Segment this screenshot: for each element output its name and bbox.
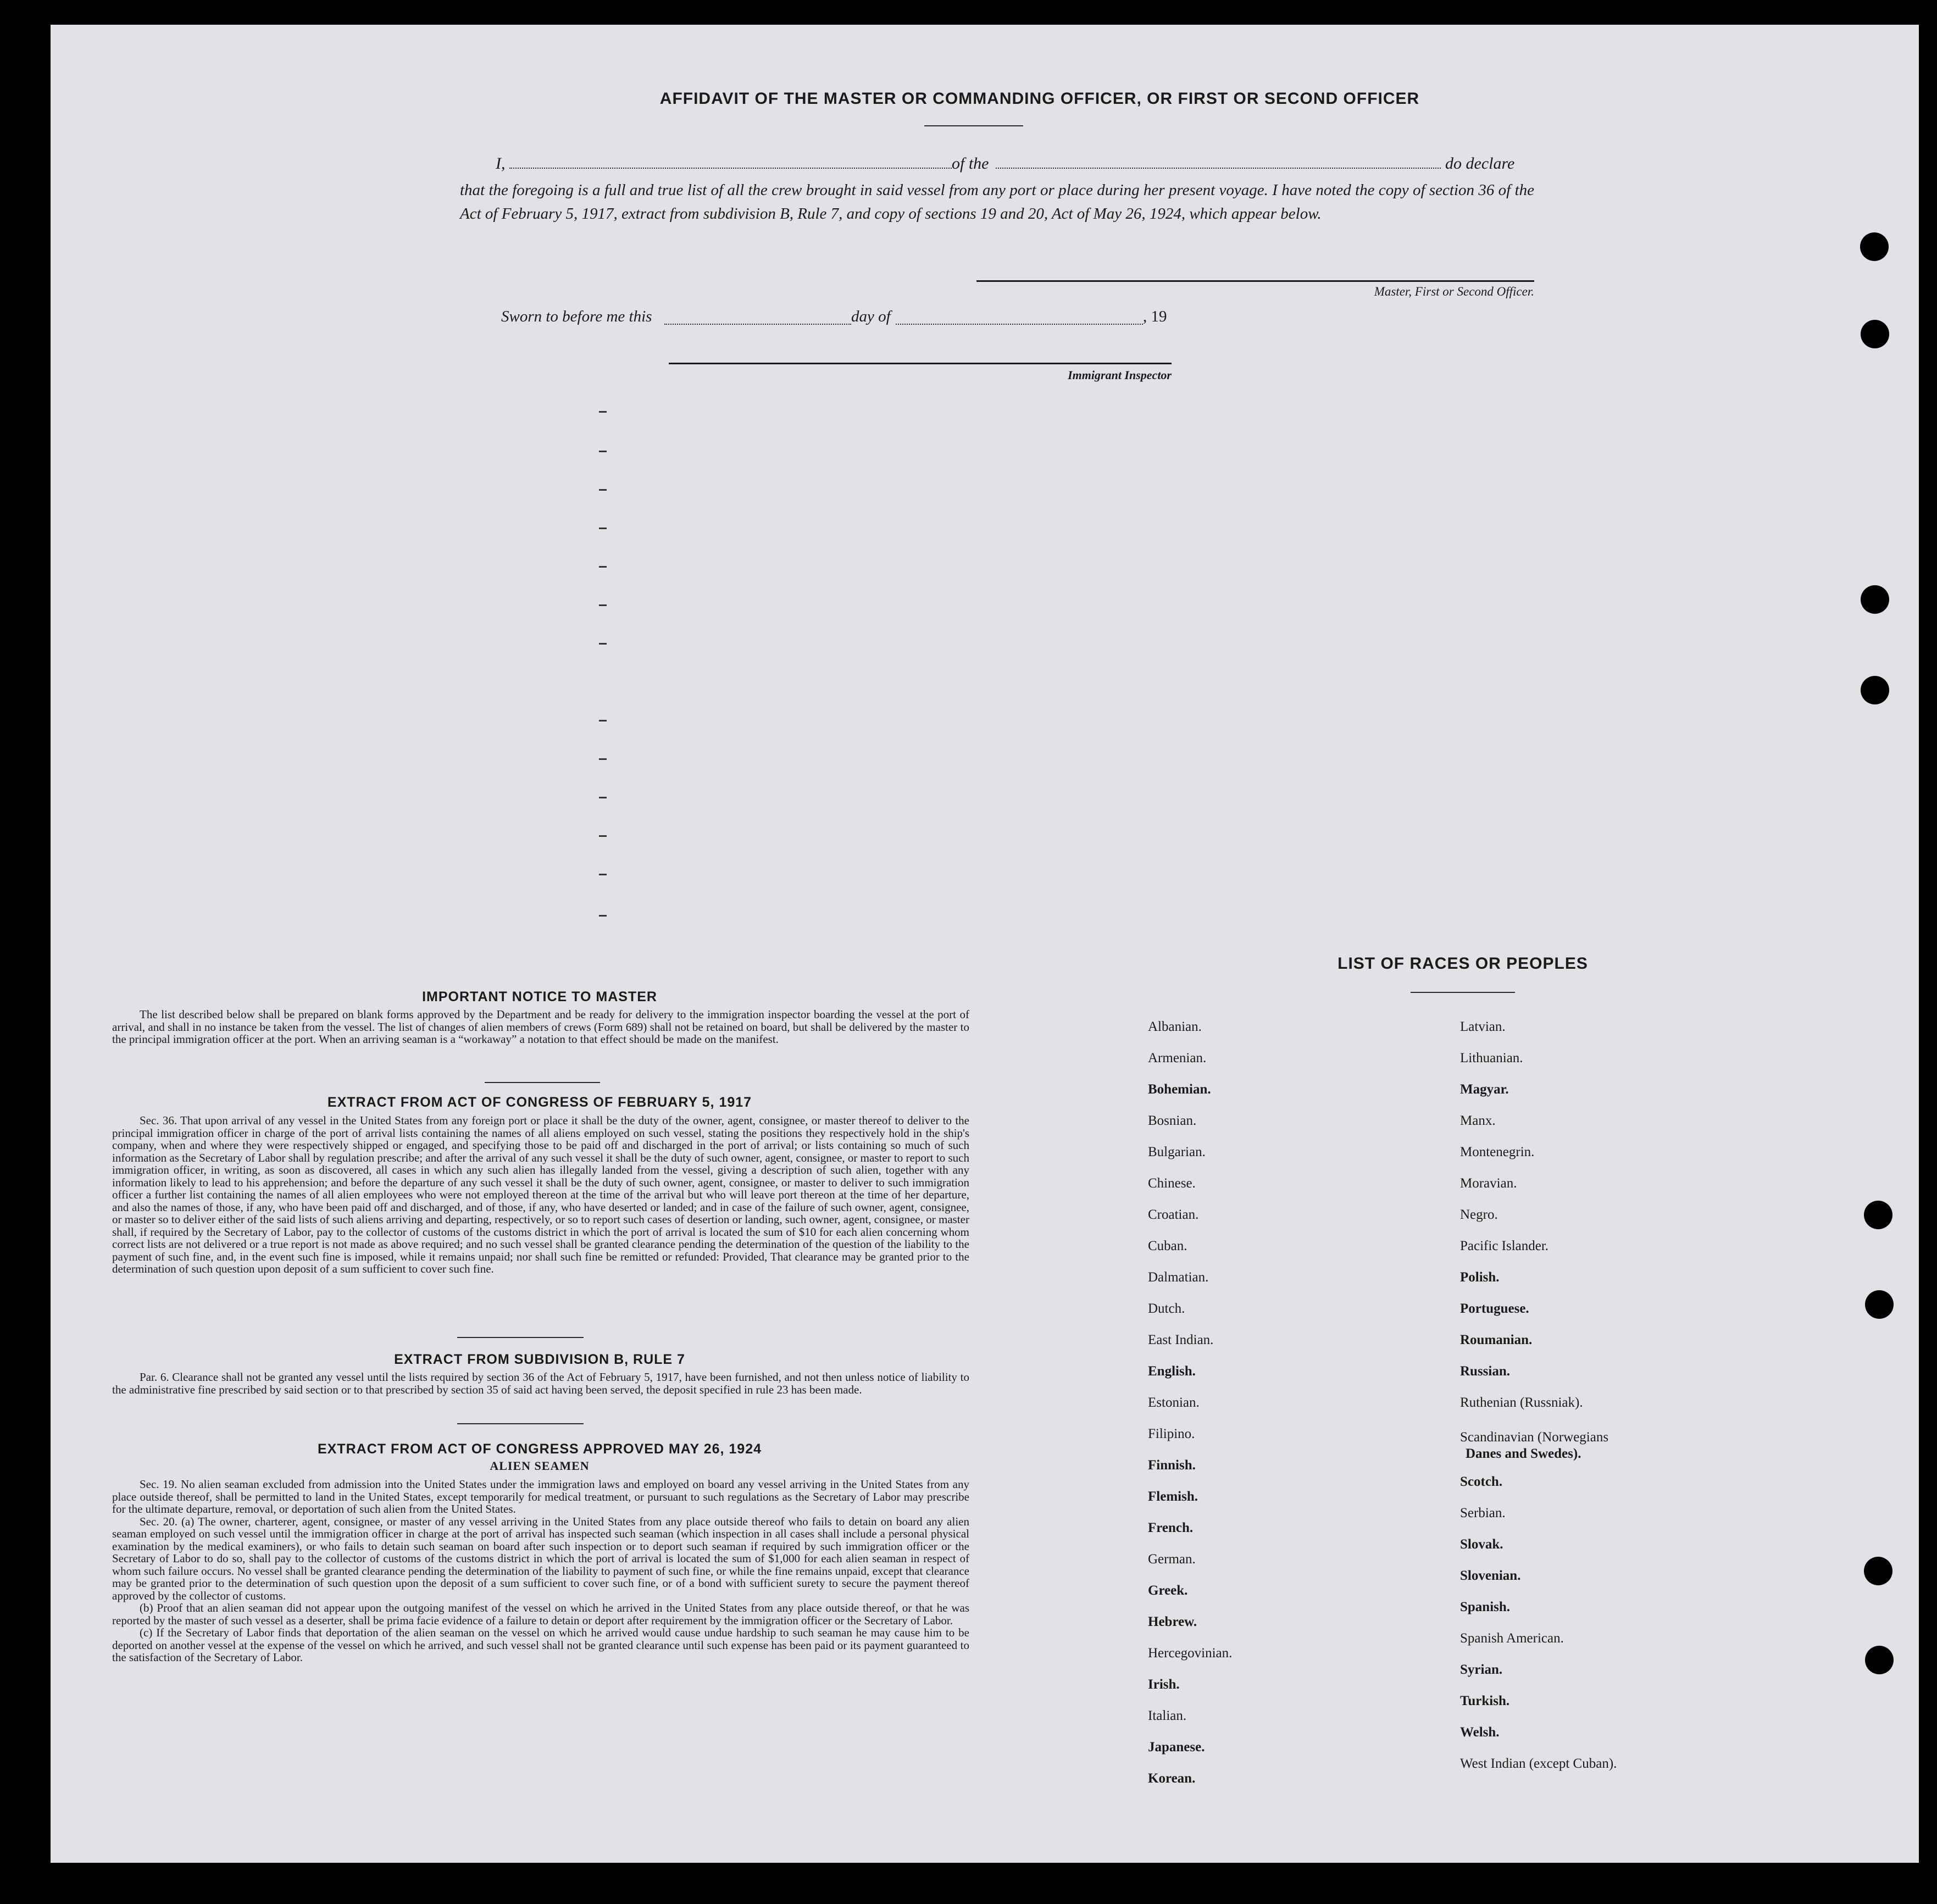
name-line [509,168,952,169]
race-item: Japanese. [1148,1740,1205,1755]
binder-hole [1861,676,1889,704]
par-6-text: Par. 6. Clearance shall not be granted any vessel until the lists required by section 36 of the Act of February 5, 1917, have been furnished, and not then unless notice of liability to the administrative fine prescribed by said section or to that prescribed by section 35 of said act having been served, the deposit specified in rule 23 has been made. [112,1370,969,1396]
race-item: Pacific Islander. [1460,1239,1549,1253]
notice-title: IMPORTANT NOTICE TO MASTER [422,989,657,1004]
rule7-title: EXTRACT FROM SUBDIVISION B, RULE 7 [394,1352,685,1367]
race-item: Spanish. [1460,1600,1511,1614]
race-item: Cuban. [1148,1239,1187,1253]
race-item: Dutch. [1148,1301,1185,1316]
document-page [51,25,1919,1863]
race-item: Negro. [1460,1207,1498,1222]
extract-1917-divider [457,1337,584,1338]
section-20c-text: (c) If the Secretary of Labor finds that deportation of the alien seaman on the vessel on which he arrived would cause undue hardship to such seaman he may cause him to be deported on another vessel at the expense of the vessel on which he arrived, and such vessel shall not be granted clearance until such expense has been paid or its payment guaranteed to the satisfaction of the Secretary of Labor. [112,1626,969,1664]
binder-hole [1865,1646,1894,1674]
rule7-divider [457,1423,584,1424]
race-item: Montenegrin. [1460,1145,1535,1159]
section-20b-text: (b) Proof that an alien seaman did not appear upon the outgoing manifest of the vessel on which he arrived in the United States from any place outside thereof, or that he was reported by the master of such vessel as a deserter, shall be prima facie evidence of a failure to detain or deport after requirement by the immigration officer or the Secretary of Labor. [112,1601,969,1627]
race-item: Hercegovinian. [1148,1646,1233,1661]
race-item: Turkish. [1460,1694,1510,1708]
affidavit-declare-label: do declare [1445,154,1515,173]
binder-hole [1864,1557,1892,1585]
race-item: Irish. [1148,1677,1180,1692]
binder-hole [1861,320,1889,348]
race-item: Italian. [1148,1708,1187,1723]
race-item: Estonian. [1148,1395,1200,1410]
binder-hole [1865,1290,1894,1319]
race-item: Flemish. [1148,1489,1198,1504]
year-label: , 19 [1143,308,1167,325]
race-item: Welsh. [1460,1725,1500,1740]
rule7-body [112,1371,969,1396]
race-item: Albanian. [1148,1019,1202,1034]
races-right-column [1460,1011,1617,1779]
sworn-label: Sworn to before me this [501,308,652,325]
race-item: Greek. [1148,1583,1188,1598]
section-20a-text: Sec. 20. (a) The owner, charterer, agent, consignee, or master of any vessel arriving in the United States from any place outside thereof who fails to detain on board any alien seaman employed on such vessel until the immigration officer in charge at the port of arrival has inspected such seaman (which inspection in all cases shall include a personal physical examination by the medical examiners), or who fails to detain such seaman on board after such inspection or to deport such seaman if required by such immigration officer or the Secretary of Labor to do so, shall pay to the collector of customs of the customs district in which the port of arrival is located the sum of $1,000 for each alien seaman in respect of whom such failure occurs. No vessel shall be granted clearance pending the determination of the liability to payment of such fine, or while the fine remains unpaid, except that clearance may be granted prior to the determination of such question upon the deposit of a sum sufficient to cover such fine, or of a bond with sufficient surety to secure the payment thereof approved by the collector of customs. [112,1514,969,1602]
races-divider [1411,992,1515,993]
race-item: Bohemian. [1148,1082,1211,1097]
race-item: Danes and Swedes). [1466,1446,1581,1461]
race-item: Roumanian. [1460,1333,1533,1347]
race-item: East Indian. [1148,1333,1214,1347]
race-item: Scandinavian (Norwegians [1460,1430,1609,1445]
extract-1917-body [112,1114,969,1275]
inspector-signature-line [669,363,1172,364]
extract-1917-title: EXTRACT FROM ACT OF CONGRESS OF FEBRUARY 5, 1917 [327,1095,752,1110]
race-item: Portuguese. [1460,1301,1529,1316]
race-item: Moravian. [1460,1176,1517,1191]
affidavit-of-label: of the [952,154,989,173]
affidavit-body: that the foregoing is a full and true list of all the crew brought in said vessel from any port or place during her present voyage. I have noted the copy of section 36 of the Act of February 5, 1917, extract from subdivision B, Rule 7, and copy of sections 19 and 20, Act of May 26, 1924, which appear below. [460,181,1534,223]
race-item: Dalmatian. [1148,1270,1209,1285]
race-item: Bosnian. [1148,1113,1197,1128]
race-item: Croatian. [1148,1207,1199,1222]
sworn-month-line [896,324,1143,325]
race-item: Filipino. [1148,1426,1195,1441]
race-item: Korean. [1148,1771,1196,1786]
race-item: Hebrew. [1148,1614,1197,1629]
race-item: Finnish. [1148,1458,1196,1473]
race-item: Lithuanian. [1460,1051,1523,1065]
race-item: Syrian. [1460,1662,1503,1677]
races-title: LIST OF RACES OR PEOPLES [1337,954,1588,973]
race-item: Slovak. [1460,1537,1503,1552]
race-item: Polish. [1460,1270,1500,1285]
race-item: French. [1148,1520,1194,1535]
day-of-label: day of [851,308,891,325]
extract-1924-subtitle: ALIEN SEAMEN [490,1459,590,1473]
race-item: Armenian. [1148,1051,1207,1065]
notice-divider [485,1082,600,1083]
notice-text: The list described below shall be prepared on blank forms approved by the Department and be ready for delivery to the immigration inspector boarding the vessel at the port of arrival, and shall in no instance be taken from the vessel. The list of changes of alien members of crews (Form 689) shall not be retained on board, but shall be delivered by the master to the principal immigration officer at the port. When an arriving seaman is a “workaway” a notation to that effect should be made on the manifest. [112,1008,969,1046]
race-item: Chinese. [1148,1176,1196,1191]
race-item: Slovenian. [1460,1568,1521,1583]
master-signature-line [976,280,1534,282]
binder-hole [1861,585,1889,614]
races-left-column [1148,1011,1232,1794]
race-item: Manx. [1460,1113,1496,1128]
race-item: Spanish American. [1460,1631,1564,1646]
race-item: Magyar. [1460,1082,1509,1097]
race-item: Latvian. [1460,1019,1506,1034]
race-item: Bulgarian. [1148,1145,1206,1159]
affidavit-i-label: I, [496,154,506,173]
race-item: Russian. [1460,1364,1511,1379]
race-item: German. [1148,1552,1196,1567]
binder-hole [1860,232,1889,261]
binder-hole [1864,1201,1892,1229]
extract-1924-body [112,1478,969,1664]
race-item: West Indian (except Cuban). [1460,1756,1617,1771]
section-36-text: Sec. 36. That upon arrival of any vessel in the United States from any foreign port or place it shall be the duty of the owner, agent, consignee, or master thereof to deliver to the principal immigration officer in charge of the port of arrival lists containing the names of all aliens employed on such vessel, stating the positions they respectively hold in the ship's company, when and where they were respectively shipped or engaged, and specifying those to be paid off and discharged in the port of arrival; or lists containing so much of such information as the Secretary of Labor shall by regulation prescribe; and after the arrival of any such vessel it shall be the duty of such owner, agent, consignee, or master to report to such immigration officer, in writing, as soon as discovered, all cases in which any such alien has illegally landed from the vessel, giving a description of such alien, together with any information likely to lead to his apprehension; and before the departure of any such vessel it shall be the duty of such owner, agent, consignee, or master to deliver to such immigration officer a further list containing the names of all alien employees who were not employed thereon at the time of the arrival but who will leave port thereon at the time of her departure, and also the names of those, if any, who have been paid off and discharged, and of those, if any, who have deserted or landed; and in case of the failure of such owner, agent, consignee, or master so to deliver either of the said lists of such aliens arriving and departing, respectively, or so to report such cases of desertion or landing, such owner, agent, consignee, or master shall, if required by the Secretary of Labor, pay to the collector of customs of the customs district in which the port of arrival is located the sum of $10 for each alien concerning whom correct lists are not delivered or a true report is not made as above required; and no such vessel shall be granted clearance pending the determination of the question of the liability to the payment of such fine, and, in the event such fine is imposed, while it remains unpaid; nor shall such fine be remitted or refunded: Provided, That clearance may be granted prior to the determination of such question upon deposit of a sum sufficient to cover such fine. [112,1114,969,1275]
vessel-line [996,168,1441,169]
race-item: English. [1148,1364,1196,1379]
race-item: Serbian. [1460,1506,1506,1520]
race-item: Ruthenian (Russniak). [1460,1395,1583,1410]
race-item: Scotch. [1460,1474,1503,1489]
extract-1924-title: EXTRACT FROM ACT OF CONGRESS APPROVED MAY 26, 1924 [317,1441,762,1457]
affidavit-title: AFFIDAVIT OF THE MASTER OR COMMANDING OFFICER, OR FIRST OR SECOND OFFICER [659,90,1420,108]
sworn-day-line [664,324,851,325]
inspector-label: Immigrant Inspector [1068,368,1172,382]
notice-body [112,1008,969,1046]
title-divider [924,125,1023,126]
master-signature-label: Master, First or Second Officer. [1374,285,1534,298]
section-19-text: Sec. 19. No alien seaman excluded from admission into the United States under the immigration laws and employed on board any vessel arriving in the United States from any place outside thereof, shall be permitted to land in the United States, except temporarily for medical treatment, or pursuant to such regulations as the Secretary of Labor may prescribe for the ultimate departure, removal, or deportation of such alien from the United States. [112,1478,969,1516]
